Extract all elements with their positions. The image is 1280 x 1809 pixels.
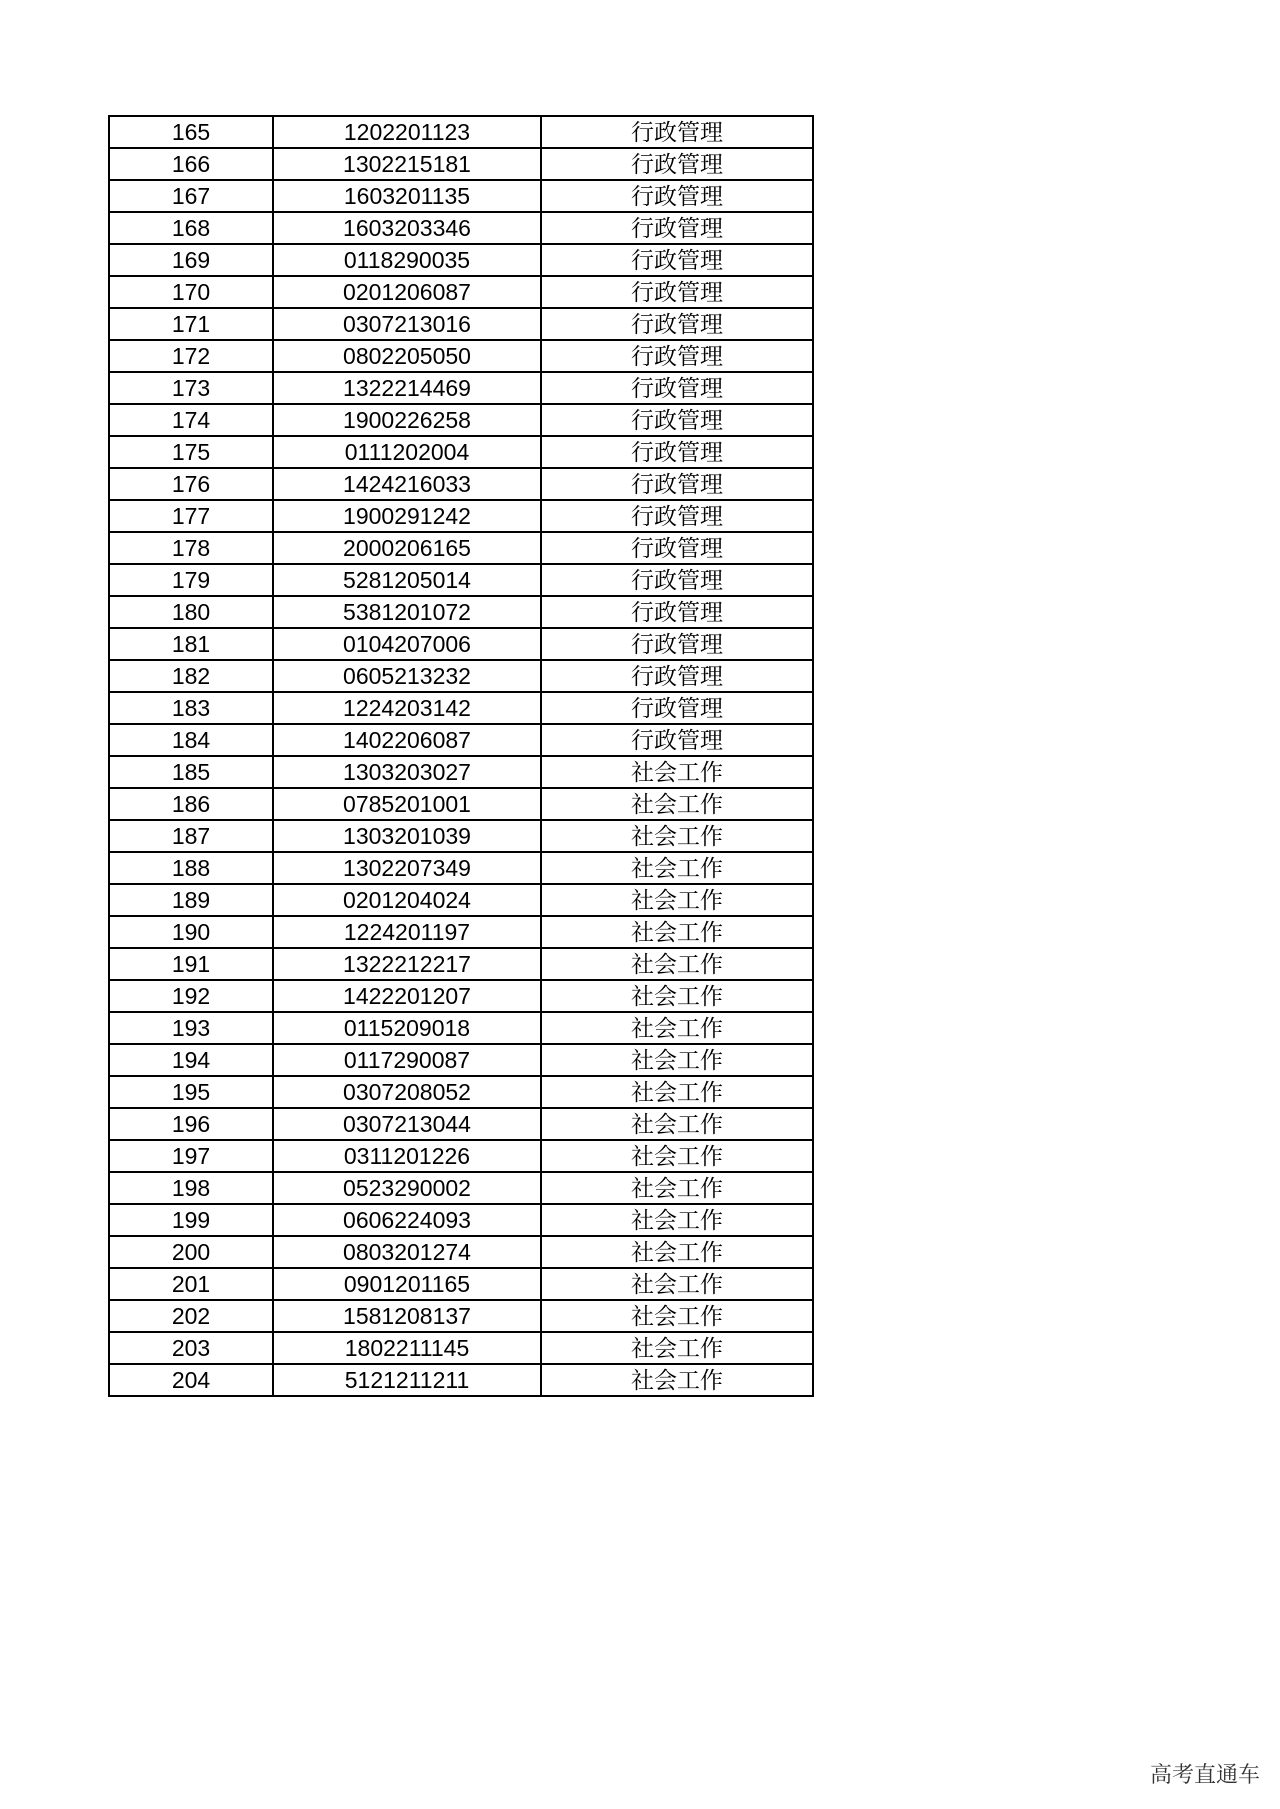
- table-row: [109, 532, 813, 564]
- row-number-cell: 197: [109, 1140, 273, 1172]
- major-cell: 社会工作: [541, 1172, 813, 1204]
- candidate-id-cell: 1603201135: [273, 180, 541, 212]
- candidate-id-cell: 0118290035: [273, 244, 541, 276]
- row-number-cell: 178: [109, 532, 273, 564]
- candidate-id-cell: 2000206165: [273, 532, 541, 564]
- table-row: [109, 628, 813, 660]
- major-cell: 社会工作: [541, 1012, 813, 1044]
- row-number-cell: 174: [109, 404, 273, 436]
- major-cell: 社会工作: [541, 948, 813, 980]
- candidate-id-cell: 0201204024: [273, 884, 541, 916]
- major-cell: 行政管理: [541, 692, 813, 724]
- candidate-id-cell: 1802211145: [273, 1332, 541, 1364]
- major-cell: 社会工作: [541, 884, 813, 916]
- table-row: [109, 1332, 813, 1364]
- major-cell: 行政管理: [541, 596, 813, 628]
- major-cell: 社会工作: [541, 1364, 813, 1396]
- table-row: [109, 148, 813, 180]
- row-number-cell: 193: [109, 1012, 273, 1044]
- row-number-cell: 182: [109, 660, 273, 692]
- candidate-id-cell: 0115209018: [273, 1012, 541, 1044]
- row-number-cell: 200: [109, 1236, 273, 1268]
- candidate-id-cell: 1322214469: [273, 372, 541, 404]
- table-row: [109, 724, 813, 756]
- table-row: [109, 500, 813, 532]
- row-number-cell: 176: [109, 468, 273, 500]
- candidate-id-cell: 0104207006: [273, 628, 541, 660]
- major-cell: 行政管理: [541, 532, 813, 564]
- row-number-cell: 184: [109, 724, 273, 756]
- candidate-id-cell: 0111202004: [273, 436, 541, 468]
- major-cell: 社会工作: [541, 1044, 813, 1076]
- candidate-id-cell: 1900226258: [273, 404, 541, 436]
- row-number-cell: 199: [109, 1204, 273, 1236]
- table-row: [109, 692, 813, 724]
- major-cell: 行政管理: [541, 564, 813, 596]
- table-body: [109, 116, 813, 1396]
- table-row: [109, 788, 813, 820]
- table-row: [109, 116, 813, 148]
- major-cell: 社会工作: [541, 1268, 813, 1300]
- table-row: [109, 1108, 813, 1140]
- major-cell: 社会工作: [541, 1108, 813, 1140]
- table-row: [109, 1044, 813, 1076]
- candidate-id-cell: 1303201039: [273, 820, 541, 852]
- row-number-cell: 172: [109, 340, 273, 372]
- row-number-cell: 190: [109, 916, 273, 948]
- candidate-id-cell: 0201206087: [273, 276, 541, 308]
- table-row: [109, 948, 813, 980]
- row-number-cell: 168: [109, 212, 273, 244]
- table-row: [109, 276, 813, 308]
- table-row: [109, 180, 813, 212]
- table-row: [109, 1300, 813, 1332]
- watermark-text: 高考直通车: [1149, 1763, 1260, 1788]
- table-row: [109, 308, 813, 340]
- major-cell: 社会工作: [541, 980, 813, 1012]
- major-cell: 社会工作: [541, 1236, 813, 1268]
- candidate-id-cell: 1302207349: [273, 852, 541, 884]
- table-row: [109, 916, 813, 948]
- major-cell: 社会工作: [541, 788, 813, 820]
- row-number-cell: 189: [109, 884, 273, 916]
- major-cell: 行政管理: [541, 116, 813, 148]
- table-row: [109, 436, 813, 468]
- candidate-id-cell: 0605213232: [273, 660, 541, 692]
- major-cell: 行政管理: [541, 404, 813, 436]
- table-row: [109, 564, 813, 596]
- candidate-id-cell: 1603203346: [273, 212, 541, 244]
- candidate-id-cell: 0311201226: [273, 1140, 541, 1172]
- major-cell: 行政管理: [541, 212, 813, 244]
- candidate-id-cell: 1581208137: [273, 1300, 541, 1332]
- major-cell: 行政管理: [541, 244, 813, 276]
- major-cell: 行政管理: [541, 340, 813, 372]
- row-number-cell: 201: [109, 1268, 273, 1300]
- major-cell: 行政管理: [541, 276, 813, 308]
- row-number-cell: 194: [109, 1044, 273, 1076]
- row-number-cell: 183: [109, 692, 273, 724]
- row-number-cell: 175: [109, 436, 273, 468]
- row-number-cell: 187: [109, 820, 273, 852]
- row-number-cell: 170: [109, 276, 273, 308]
- row-number-cell: 204: [109, 1364, 273, 1396]
- row-number-cell: 169: [109, 244, 273, 276]
- candidate-id-cell: 5281205014: [273, 564, 541, 596]
- table-row: [109, 404, 813, 436]
- candidate-id-cell: 1303203027: [273, 756, 541, 788]
- candidate-id-cell: 0803201274: [273, 1236, 541, 1268]
- results-table: [108, 115, 814, 1397]
- candidate-id-cell: 1900291242: [273, 500, 541, 532]
- row-number-cell: 165: [109, 116, 273, 148]
- major-cell: 行政管理: [541, 148, 813, 180]
- table-row: [109, 884, 813, 916]
- table-row: [109, 340, 813, 372]
- row-number-cell: 171: [109, 308, 273, 340]
- candidate-id-cell: 5381201072: [273, 596, 541, 628]
- candidate-id-cell: 1302215181: [273, 148, 541, 180]
- candidate-id-cell: 0606224093: [273, 1204, 541, 1236]
- row-number-cell: 191: [109, 948, 273, 980]
- table-row: [109, 1268, 813, 1300]
- major-cell: 行政管理: [541, 436, 813, 468]
- major-cell: 社会工作: [541, 820, 813, 852]
- row-number-cell: 192: [109, 980, 273, 1012]
- row-number-cell: 203: [109, 1332, 273, 1364]
- major-cell: 行政管理: [541, 308, 813, 340]
- candidate-id-cell: 1424216033: [273, 468, 541, 500]
- row-number-cell: 186: [109, 788, 273, 820]
- table-row: [109, 820, 813, 852]
- major-cell: 社会工作: [541, 852, 813, 884]
- major-cell: 社会工作: [541, 1204, 813, 1236]
- major-cell: 行政管理: [541, 500, 813, 532]
- row-number-cell: 195: [109, 1076, 273, 1108]
- table-row: [109, 212, 813, 244]
- candidate-id-cell: 1322212217: [273, 948, 541, 980]
- candidate-id-cell: 1422201207: [273, 980, 541, 1012]
- table-row: [109, 244, 813, 276]
- table-row: [109, 1364, 813, 1396]
- candidate-id-cell: 1402206087: [273, 724, 541, 756]
- table-row: [109, 596, 813, 628]
- table-row: [109, 1204, 813, 1236]
- table-row: [109, 372, 813, 404]
- table-row: [109, 980, 813, 1012]
- row-number-cell: 173: [109, 372, 273, 404]
- major-cell: 社会工作: [541, 756, 813, 788]
- row-number-cell: 202: [109, 1300, 273, 1332]
- candidate-id-cell: 5121211211: [273, 1364, 541, 1396]
- row-number-cell: 180: [109, 596, 273, 628]
- candidate-id-cell: 0117290087: [273, 1044, 541, 1076]
- major-cell: 社会工作: [541, 1140, 813, 1172]
- row-number-cell: 179: [109, 564, 273, 596]
- major-cell: 行政管理: [541, 468, 813, 500]
- major-cell: 行政管理: [541, 180, 813, 212]
- major-cell: 行政管理: [541, 724, 813, 756]
- candidate-id-cell: 0802205050: [273, 340, 541, 372]
- candidate-id-cell: 0307213044: [273, 1108, 541, 1140]
- row-number-cell: 188: [109, 852, 273, 884]
- candidate-id-cell: 0785201001: [273, 788, 541, 820]
- table-row: [109, 756, 813, 788]
- row-number-cell: 167: [109, 180, 273, 212]
- table-row: [109, 1012, 813, 1044]
- major-cell: 行政管理: [541, 372, 813, 404]
- candidate-id-cell: 1202201123: [273, 116, 541, 148]
- major-cell: 社会工作: [541, 1076, 813, 1108]
- table-row: [109, 1236, 813, 1268]
- row-number-cell: 181: [109, 628, 273, 660]
- row-number-cell: 196: [109, 1108, 273, 1140]
- major-cell: 社会工作: [541, 916, 813, 948]
- major-cell: 行政管理: [541, 660, 813, 692]
- row-number-cell: 185: [109, 756, 273, 788]
- major-cell: 社会工作: [541, 1332, 813, 1364]
- table-row: [109, 1076, 813, 1108]
- candidate-id-cell: 0523290002: [273, 1172, 541, 1204]
- table-row: [109, 1172, 813, 1204]
- row-number-cell: 177: [109, 500, 273, 532]
- row-number-cell: 198: [109, 1172, 273, 1204]
- major-cell: 社会工作: [541, 1300, 813, 1332]
- table-row: [109, 852, 813, 884]
- candidate-id-cell: 0307208052: [273, 1076, 541, 1108]
- table-row: [109, 1140, 813, 1172]
- table-row: [109, 660, 813, 692]
- candidate-id-cell: 1224201197: [273, 916, 541, 948]
- major-cell: 行政管理: [541, 628, 813, 660]
- candidate-id-cell: 0307213016: [273, 308, 541, 340]
- table-row: [109, 468, 813, 500]
- candidate-id-cell: 0901201165: [273, 1268, 541, 1300]
- row-number-cell: 166: [109, 148, 273, 180]
- candidate-id-cell: 1224203142: [273, 692, 541, 724]
